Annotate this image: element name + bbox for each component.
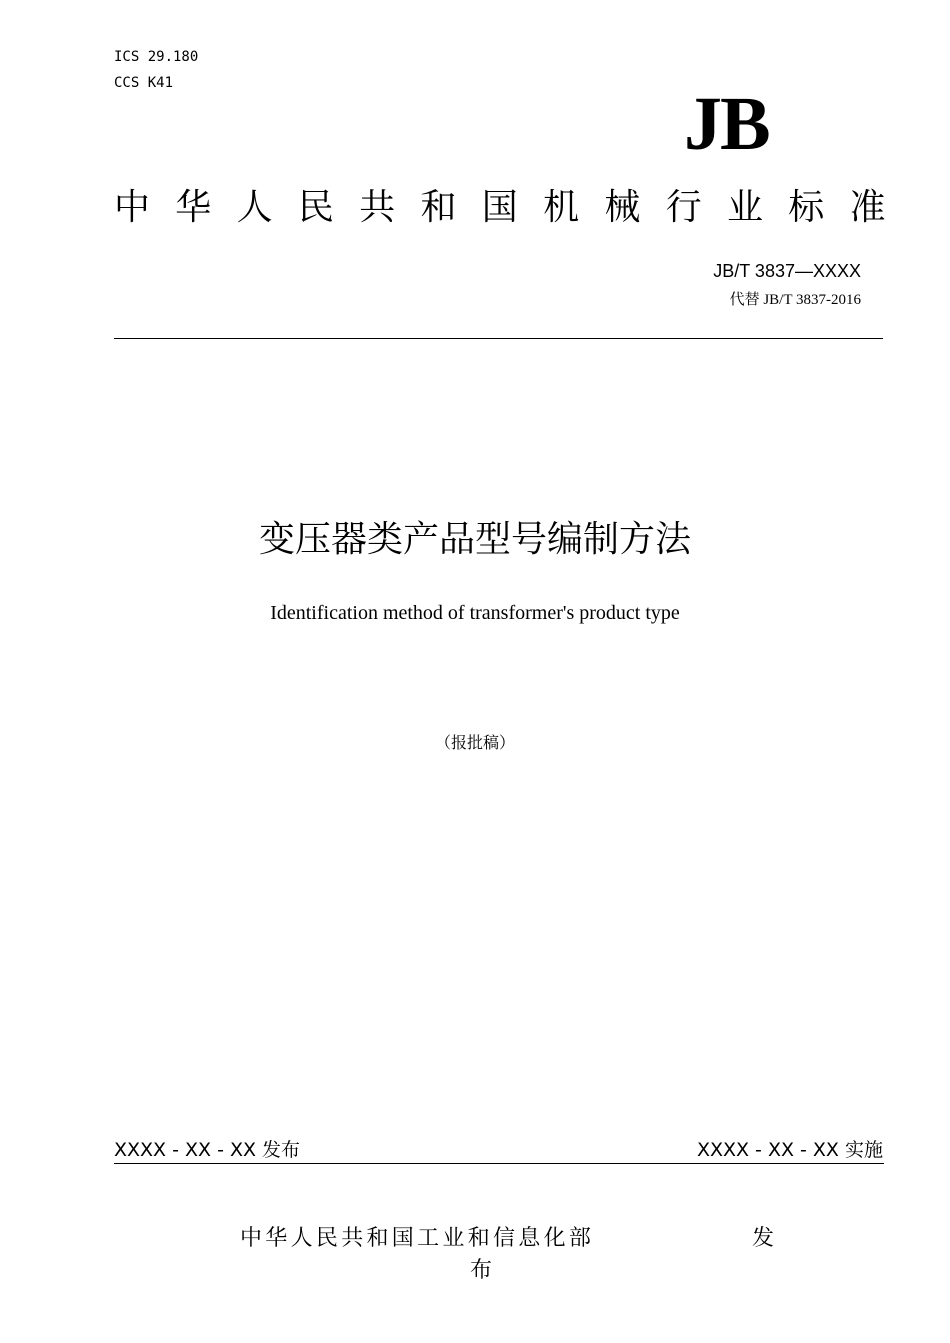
implement-date: XXXX - XX - XX 实施 (696, 1139, 883, 1161)
document-title-en: Identification method of transformer's product type (270, 602, 680, 624)
standard-number: JB/T 3837—XXXX (713, 261, 861, 281)
standard-category-title: 中华人民共和国机械行业标准 (114, 187, 911, 228)
jb-logo: JB (684, 82, 769, 166)
footer-divider (114, 1163, 884, 1164)
issuing-authority: 中华人民共和国工业和信息化部 (240, 1226, 595, 1251)
ccs-code: CCS K41 (114, 75, 174, 91)
ics-code: ICS 29.180 (114, 49, 199, 65)
header-divider (114, 338, 883, 339)
issue-word-part1: 发 (752, 1226, 775, 1251)
publish-date: XXXX - XX - XX 发布 (114, 1139, 301, 1161)
document-title-cn: 变压器类产品型号编制方法 (258, 519, 691, 560)
replaces-standard: 代替 JB/T 3837-2016 (729, 292, 861, 308)
issue-word-part2: 布 (470, 1258, 493, 1283)
draft-status: （报批稿） (434, 733, 515, 752)
